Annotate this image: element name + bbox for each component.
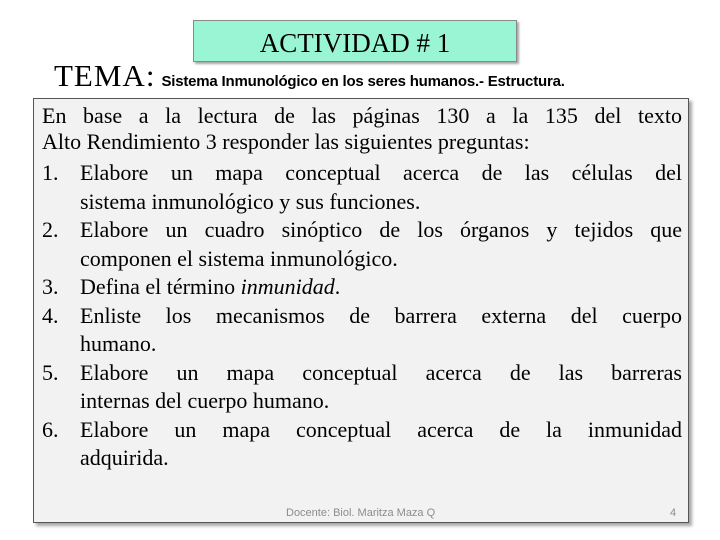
question-item-4 bbox=[42, 302, 682, 359]
question-text: Defina el término bbox=[80, 274, 241, 299]
question-text-line-2: humano. bbox=[80, 331, 157, 356]
question-item-5 bbox=[42, 359, 682, 416]
question-text-line-2: adquirida. bbox=[80, 445, 169, 470]
footer-author: Docente: Biol. Maritza Maza Q bbox=[286, 507, 436, 519]
activity-title: ACTIVIDAD # 1 bbox=[259, 28, 451, 58]
question-period: . bbox=[334, 274, 341, 299]
question-number: 3. bbox=[42, 274, 59, 299]
activity-title-box bbox=[193, 20, 517, 62]
question-text-line-1: Elabore un mapa conceptual acerca de las células del bbox=[80, 160, 682, 185]
question-number: 5. bbox=[42, 359, 59, 385]
question-text-line-1: Enliste los mecanismos de barrera externa del cuerpo bbox=[80, 302, 682, 328]
topic-label: TEMA: bbox=[54, 58, 156, 93]
page-number: 4 bbox=[670, 507, 677, 519]
question-item-2 bbox=[42, 216, 682, 273]
topic-text: Sistema Inmunológico en los seres humanos.- Estructura. bbox=[161, 73, 565, 90]
question-number: 6. bbox=[42, 416, 59, 442]
question-item-1 bbox=[42, 159, 682, 216]
question-number: 2. bbox=[42, 217, 59, 242]
question-item-3 bbox=[42, 273, 682, 302]
question-text-line-2: componen el sistema inmunológico. bbox=[80, 245, 398, 271]
intro-paragraph bbox=[42, 103, 682, 155]
question-text-line-2: sistema inmunológico y sus funciones. bbox=[80, 188, 421, 214]
question-list bbox=[42, 159, 682, 473]
topic-line bbox=[54, 58, 565, 94]
content-box bbox=[33, 98, 689, 523]
question-text-line-1: Elabore un mapa conceptual acerca de las barreras bbox=[80, 359, 682, 385]
question-text-line-1: Elabore un mapa conceptual acerca de la inmunidad bbox=[80, 416, 682, 442]
question-item-6 bbox=[42, 416, 682, 473]
question-number: 1. bbox=[42, 160, 59, 185]
question-text-line-2: internas del cuerpo humano. bbox=[80, 388, 330, 413]
question-text-line-1: Elabore un cuadro sinóptico de los órganos y tejidos que bbox=[80, 217, 682, 242]
question-italic-term: inmunidad bbox=[240, 274, 335, 299]
intro-line-1: En base a la lectura de las páginas 130 a la 135 del texto bbox=[42, 103, 682, 128]
question-number: 4. bbox=[42, 302, 59, 328]
intro-line-2: Alto Rendimiento 3 responder las siguientes preguntas: bbox=[42, 129, 530, 154]
